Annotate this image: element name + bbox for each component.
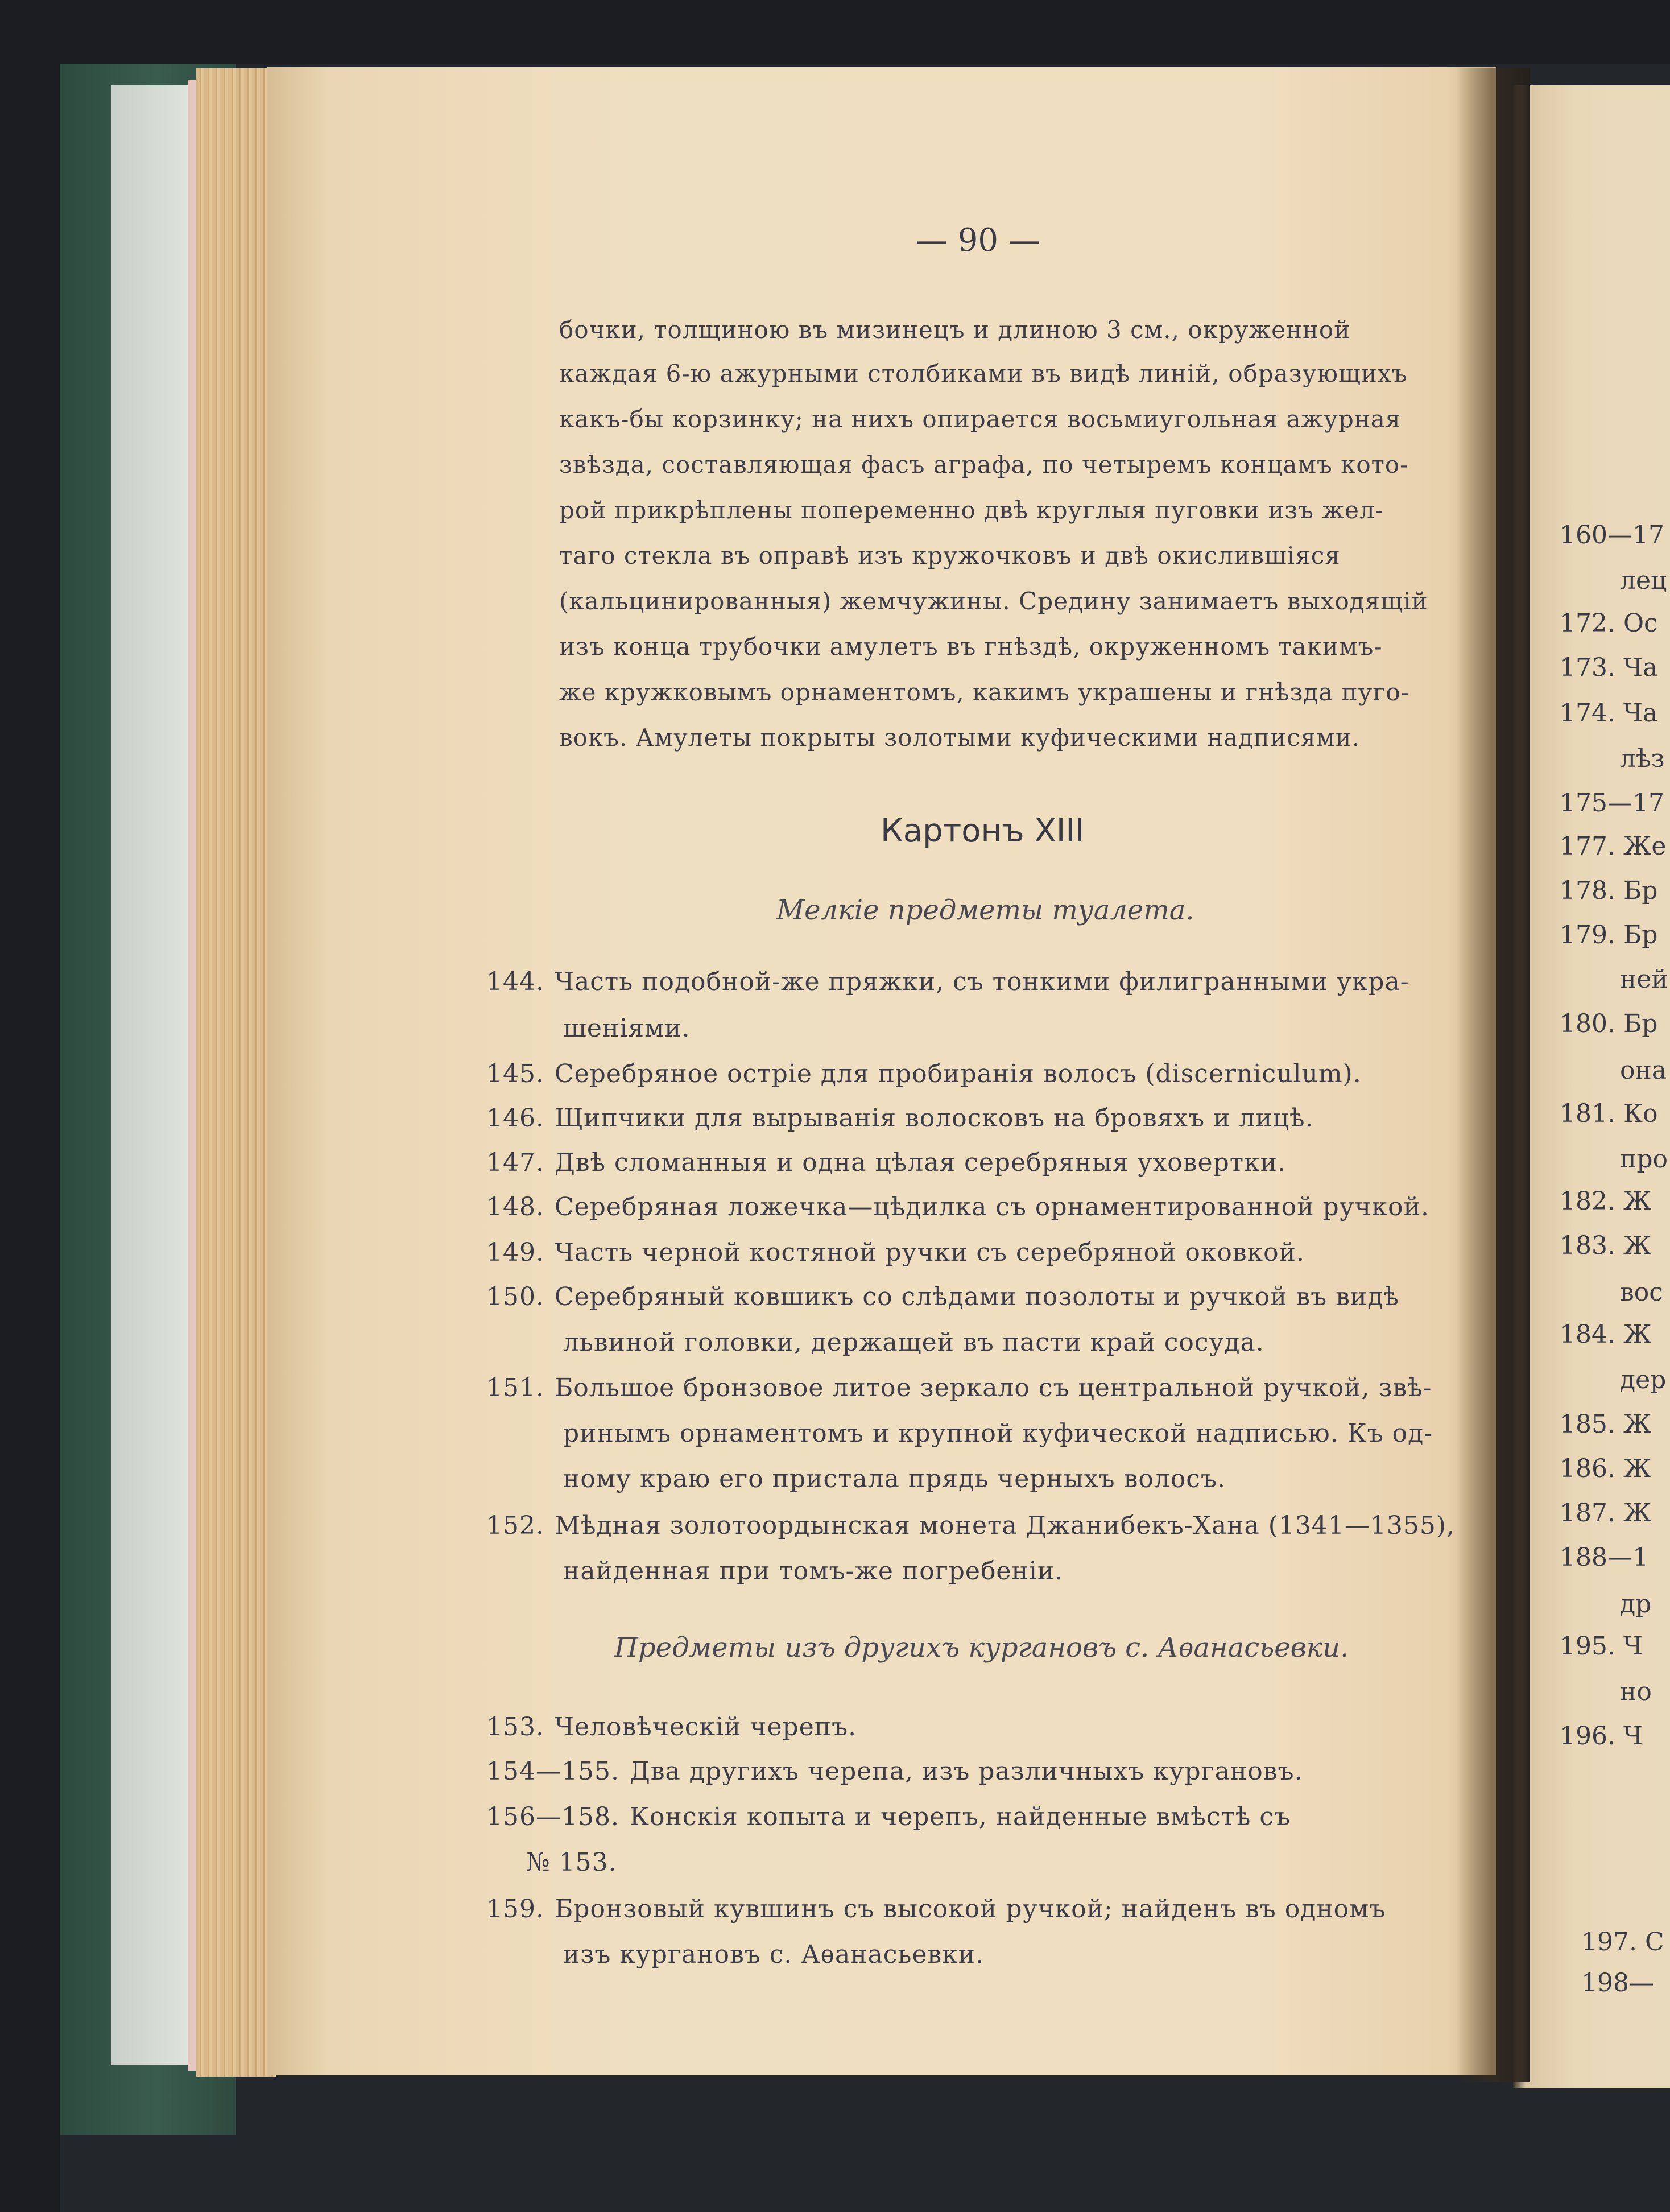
intro-line: вокъ. Амулеты покрыты золотыми куфическими надписями.	[559, 724, 1361, 752]
item-text: Человѣческій черепъ.	[554, 1712, 857, 1741]
right-fragment: лѣз	[1620, 744, 1665, 773]
item-text: Серебряный ковшикъ со слѣдами позолоты и ручкой въ видѣ	[554, 1282, 1399, 1311]
page-edges	[196, 68, 276, 2077]
right-fragment: 197. С	[1581, 1928, 1664, 1957]
intro-line: рой прикрѣплены попеременно двѣ круглыя пуговки изъ жел-	[559, 496, 1384, 524]
list-item	[486, 1104, 1313, 1133]
item-continuation: найденная при томъ-же погребеніи.	[563, 1557, 1064, 1586]
list-item	[486, 1511, 1455, 1540]
item-text: Мѣдная золотоордынская монета Джанибекъ-Хана (1341—1355),	[554, 1511, 1455, 1540]
intro-line: звѣзда, составляющая фасъ аграфа, по четыремъ концамъ кото-	[559, 451, 1409, 478]
item-number: 145.	[486, 1059, 544, 1088]
right-fragment: дер	[1620, 1365, 1667, 1394]
right-fragment: 183. Ж	[1560, 1231, 1652, 1260]
item-text: Конскія копыта и черепъ, найденные вмѣстѣ съ	[629, 1802, 1291, 1831]
page-number: — 90 —	[916, 222, 1040, 259]
item-number: 148.	[486, 1192, 544, 1221]
right-fragment: 177. Же	[1560, 832, 1667, 861]
item-number: 151.	[486, 1373, 544, 1402]
item-number: 147.	[486, 1148, 544, 1177]
right-fragment: 180. Бр	[1560, 1009, 1658, 1038]
list-item	[486, 1148, 1286, 1177]
item-text: Часть подобной-же пряжки, съ тонкими филигранными укра-	[554, 967, 1409, 996]
right-fragment: 187. Ж	[1560, 1499, 1652, 1528]
book-gutter	[1456, 68, 1530, 2082]
right-fragment: 160—17	[1560, 521, 1664, 550]
list-item	[486, 1757, 1303, 1786]
intro-line: бочки, толщиною въ мизинецъ и длиною 3 см., окруженной	[559, 316, 1351, 344]
item-number: 146.	[486, 1104, 544, 1133]
intro-line: какъ-бы корзинку; на нихъ опирается восьмиугольная ажурная	[559, 405, 1402, 433]
item-number: 156—158.	[486, 1802, 619, 1831]
right-fragment: 181. Ко	[1560, 1099, 1658, 1128]
intro-line: каждая 6-ю ажурными столбиками въ видѣ линій, образующихъ	[559, 360, 1408, 387]
item-continuation: № 153.	[526, 1848, 617, 1877]
intro-line: изъ конца трубочки амулетъ въ гнѣздѣ, окруженномъ такимъ-	[559, 633, 1383, 661]
right-fragment: 173. Ча	[1560, 653, 1658, 682]
item-number: 159.	[486, 1895, 544, 1924]
item-continuation: изъ кургановъ с. Аѳанасьевки.	[563, 1940, 984, 1969]
intro-line: же кружковымъ орнаментомъ, какимъ украшены и гнѣзда пуго-	[559, 678, 1409, 706]
right-fragment: вос	[1620, 1278, 1663, 1307]
item-continuation: ному краю его пристала прядь черныхъ волосъ.	[563, 1464, 1226, 1493]
right-fragment: 198—	[1581, 1968, 1654, 1998]
right-fragment: 178. Бр	[1560, 876, 1658, 905]
item-continuation: ринымъ орнаментомъ и крупной куфической надписью. Къ од-	[563, 1419, 1433, 1448]
list-item	[486, 1059, 1362, 1088]
right-fragment: 179. Бр	[1560, 921, 1658, 950]
item-number: 152.	[486, 1511, 544, 1540]
item-text: Часть черной костяной ручки съ серебряной оковкой.	[554, 1238, 1305, 1267]
right-fragment: 196. Ч	[1560, 1722, 1643, 1751]
right-fragment: но	[1620, 1677, 1652, 1706]
right-fragment: 182. Ж	[1560, 1187, 1652, 1216]
right-fragment: др	[1620, 1590, 1652, 1619]
section-heading: Картонъ XIII	[881, 812, 1085, 849]
right-fragment: 188—1	[1560, 1543, 1648, 1572]
list-item	[486, 1373, 1432, 1402]
right-fragment: она	[1620, 1056, 1667, 1085]
list-item	[486, 967, 1409, 996]
item-text: Щипчики для вырыванія волосковъ на бровяхъ и лицѣ.	[554, 1104, 1314, 1133]
list-item	[486, 1895, 1386, 1924]
intro-line: (кальцинированныя) жемчужины. Средину занимаетъ выходящій	[559, 587, 1428, 615]
right-fragment: 185. Ж	[1560, 1410, 1652, 1439]
item-text: Серебряная ложечка—цѣдилка съ орнаментированной ручкой.	[554, 1192, 1429, 1221]
right-fragment: 184. Ж	[1560, 1320, 1652, 1349]
item-text: Серебряное остріе для пробиранія волосъ (discerniculum).	[554, 1059, 1362, 1088]
list-item	[486, 1802, 1291, 1831]
item-continuation: львиной головки, держащей въ пасти край сосуда.	[563, 1328, 1264, 1357]
section-subheading: Предметы изъ другихъ кургановъ с. Аѳанасьевки.	[614, 1632, 1349, 1664]
right-fragment: про	[1620, 1145, 1668, 1174]
list-item	[486, 1282, 1399, 1311]
item-number: 149.	[486, 1238, 544, 1267]
right-fragment: ней	[1620, 965, 1668, 994]
item-text: Бронзовый кувшинъ съ высокой ручкой; найденъ въ одномъ	[554, 1895, 1386, 1924]
right-fragment: 175—17	[1560, 789, 1664, 818]
item-number: 153.	[486, 1712, 544, 1741]
right-page	[1513, 85, 1670, 2088]
item-text: Двѣ сломанныя и одна цѣлая серебряныя уховертки.	[554, 1148, 1286, 1177]
intro-line: таго стекла въ оправѣ изъ кружочковъ и двѣ окислившіяся	[559, 542, 1341, 569]
list-item	[486, 1712, 857, 1741]
item-text: Два другихъ черепа, изъ различныхъ кургановъ.	[629, 1757, 1303, 1786]
item-continuation: шеніями.	[563, 1014, 691, 1043]
list-item	[486, 1238, 1305, 1267]
right-fragment: 186. Ж	[1560, 1454, 1652, 1483]
section-subheading: Мелкіе предметы туалета.	[776, 894, 1194, 926]
list-item	[486, 1192, 1429, 1221]
right-fragment: 172. Ос	[1560, 609, 1658, 638]
item-number: 150.	[486, 1282, 544, 1311]
right-fragment: 195. Ч	[1560, 1632, 1643, 1661]
item-number: 144.	[486, 967, 544, 996]
right-fragment: лец	[1620, 566, 1667, 595]
right-fragment: 174. Ча	[1560, 699, 1658, 728]
item-text: Большое бронзовое литое зеркало съ центральной ручкой, звѣ-	[554, 1373, 1432, 1402]
item-number: 154—155.	[486, 1757, 619, 1786]
